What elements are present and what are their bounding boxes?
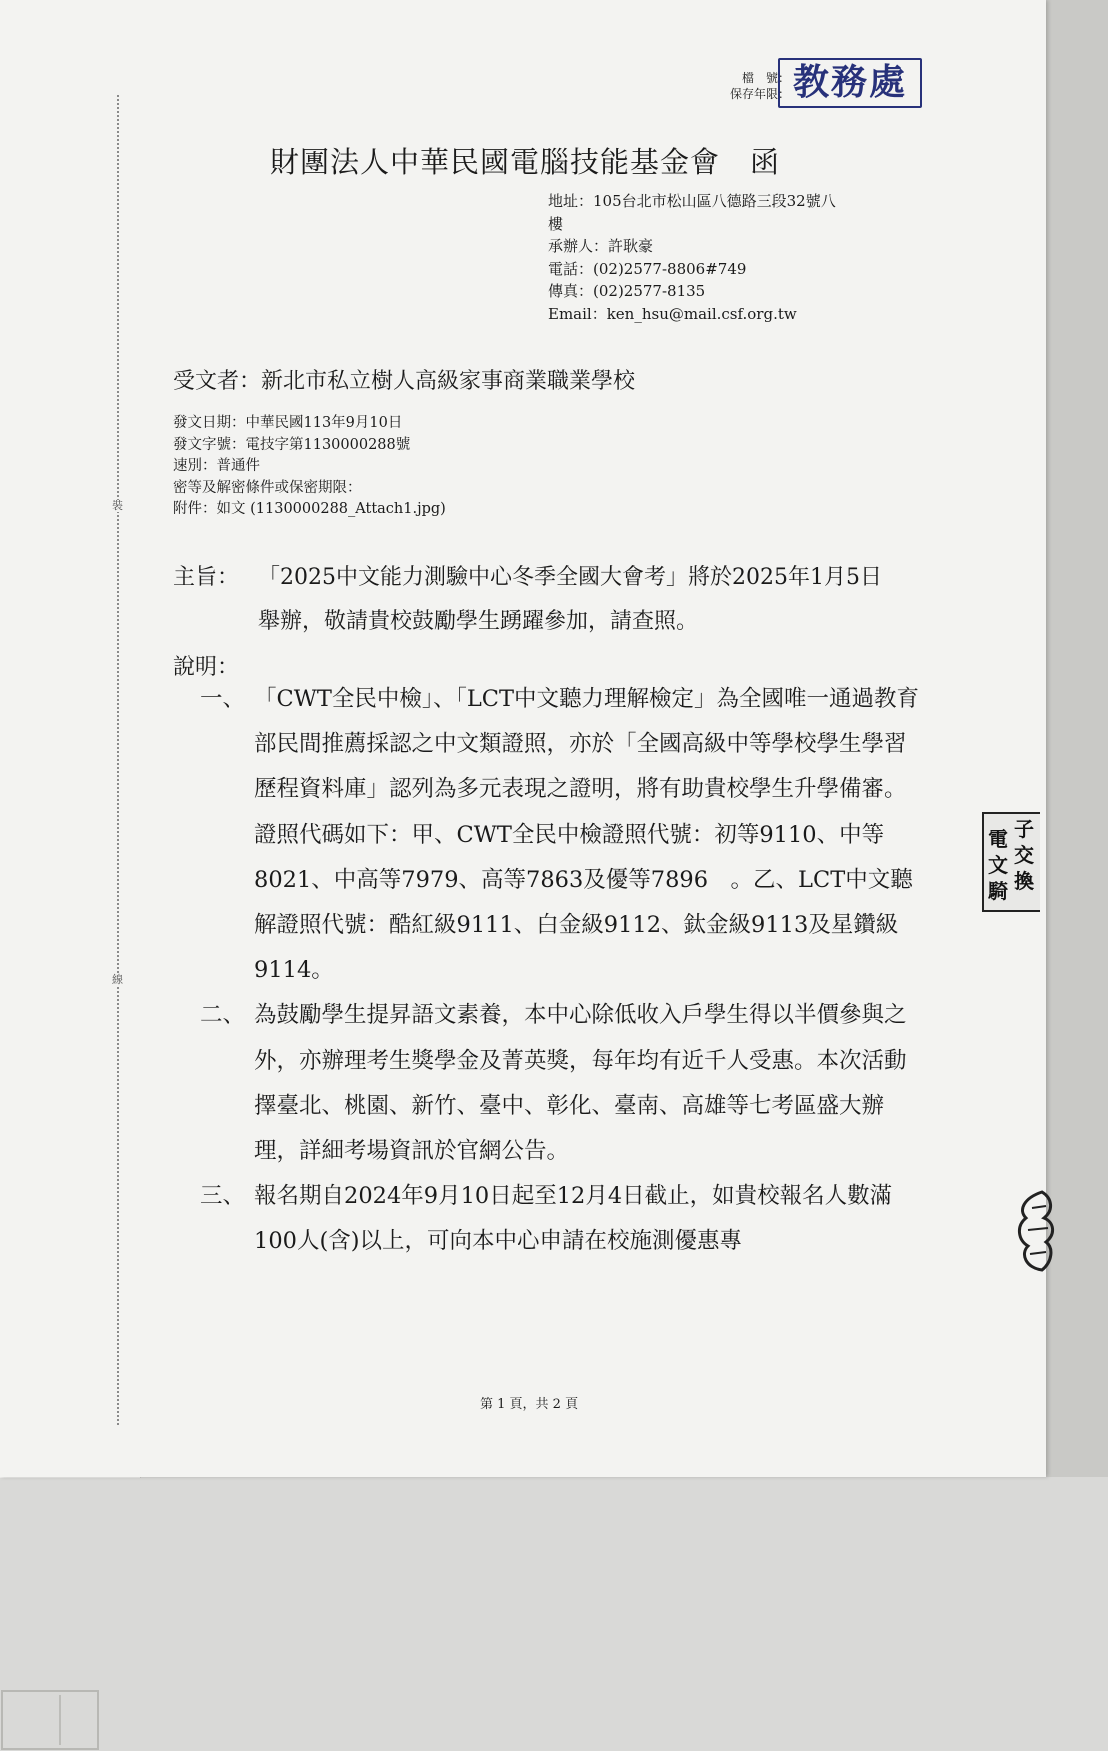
electronic-exchange-seal [982, 812, 1040, 912]
document-meta [173, 413, 446, 521]
security-level: 密等及解密條件或保密期限： [173, 479, 362, 496]
academic-affairs-stamp: 教務處 [778, 58, 922, 108]
seal-char: 換 [1014, 869, 1034, 893]
subject-text: 「2025中文能力測驗中心冬季全國大會考」將於2025年1月5日舉辦，敬請貴校鼓勵學生踴躍參加，請查照。 [258, 565, 882, 634]
address-line-continued: 樓 [548, 214, 564, 233]
retention-label: 保存年限： [729, 87, 790, 101]
item-text: 「CWT全民中檢」、「LCT中文聽力理解檢定」為全國唯一通過教育部民間推薦採認之中文類證照，亦於「全國高級中等學校學生學習歷程資料庫」認列為多元表現之證明，將有助貴校學生升學備審。證照代碼如下：甲、CWT全民中檢證照代號：初等9110、中等8021、中高等7979、高等7863及優等7896 。乙、LCT中文聽解證照代號：酷紅級9111、白金級9112、鈦金級9113及星鑽級9114。 [254, 686, 920, 984]
seal-char: 騎 [988, 879, 1008, 903]
item-text: 報名期自2024年9月10日起至12月4日截止，如貴校報名人數滿100人(含)以上，可向本中心申請在校施測優惠專 [254, 1183, 893, 1255]
contact-block [548, 190, 918, 325]
explanation-label: 說明： [173, 655, 240, 680]
binding-dotted-line [117, 95, 119, 1425]
item-number: 三、 [200, 1183, 246, 1210]
file-labels [700, 70, 790, 102]
list-item [200, 677, 925, 993]
document-number: 發文字號：電技字第1130000288號 [173, 436, 411, 453]
delivery-speed: 速別：普通件 [173, 458, 260, 475]
item-number: 一、 [200, 686, 246, 712]
email: Email：ken_hsu@mail.csf.org.tw [548, 304, 797, 323]
fax: 傳真：(02)2577-8135 [548, 282, 706, 300]
seal-char: 交 [1014, 843, 1034, 867]
attachment: 附件：如文 (1130000288_Attach1.jpg) [173, 501, 446, 518]
phone: 電話：(02)2577-8806#749 [548, 259, 747, 278]
page-footer: 第 1 頁，共 2 頁 [480, 1397, 579, 1412]
ink-mark-icon [1012, 1188, 1058, 1274]
file-number-label: 檔 號： [741, 71, 790, 85]
seal-char: 子 [1014, 817, 1034, 841]
binding-mark-bottom: 線 [112, 973, 123, 986]
list-item [200, 1174, 925, 1264]
explanation-list [200, 677, 925, 1265]
item-number: 二、 [200, 1002, 246, 1029]
list-item [200, 993, 925, 1174]
faint-stamp-icon [0, 1689, 100, 1751]
address-line: 地址：105台北市松山區八德路三段32號八 [548, 192, 836, 210]
seal-char: 文 [988, 853, 1008, 877]
issue-date: 發文日期：中華民國113年9月10日 [173, 415, 403, 431]
seal-char: 電 [988, 827, 1008, 851]
handler: 承辦人：許耿豪 [548, 237, 654, 255]
document-title: 財團法人中華民國電腦技能基金會 函 [270, 145, 781, 179]
item-text: 為鼓勵學生提昇語文素養，本中心除低收入戶學生得以半價參與之外，亦辦理考生獎學金及菁英獎，每年均有近千人受惠。本次活動擇臺北、桃園、新竹、臺中、彰化、臺南、高雄等七考區盛大辦理，詳細考場資訊於官網公告。 [254, 1002, 907, 1165]
binding-mark-top: 裝 [112, 499, 123, 512]
recipient: 受文者：新北市私立樹人高級家事商業職業學校 [173, 369, 636, 394]
subject-label: 主旨： [173, 565, 240, 590]
